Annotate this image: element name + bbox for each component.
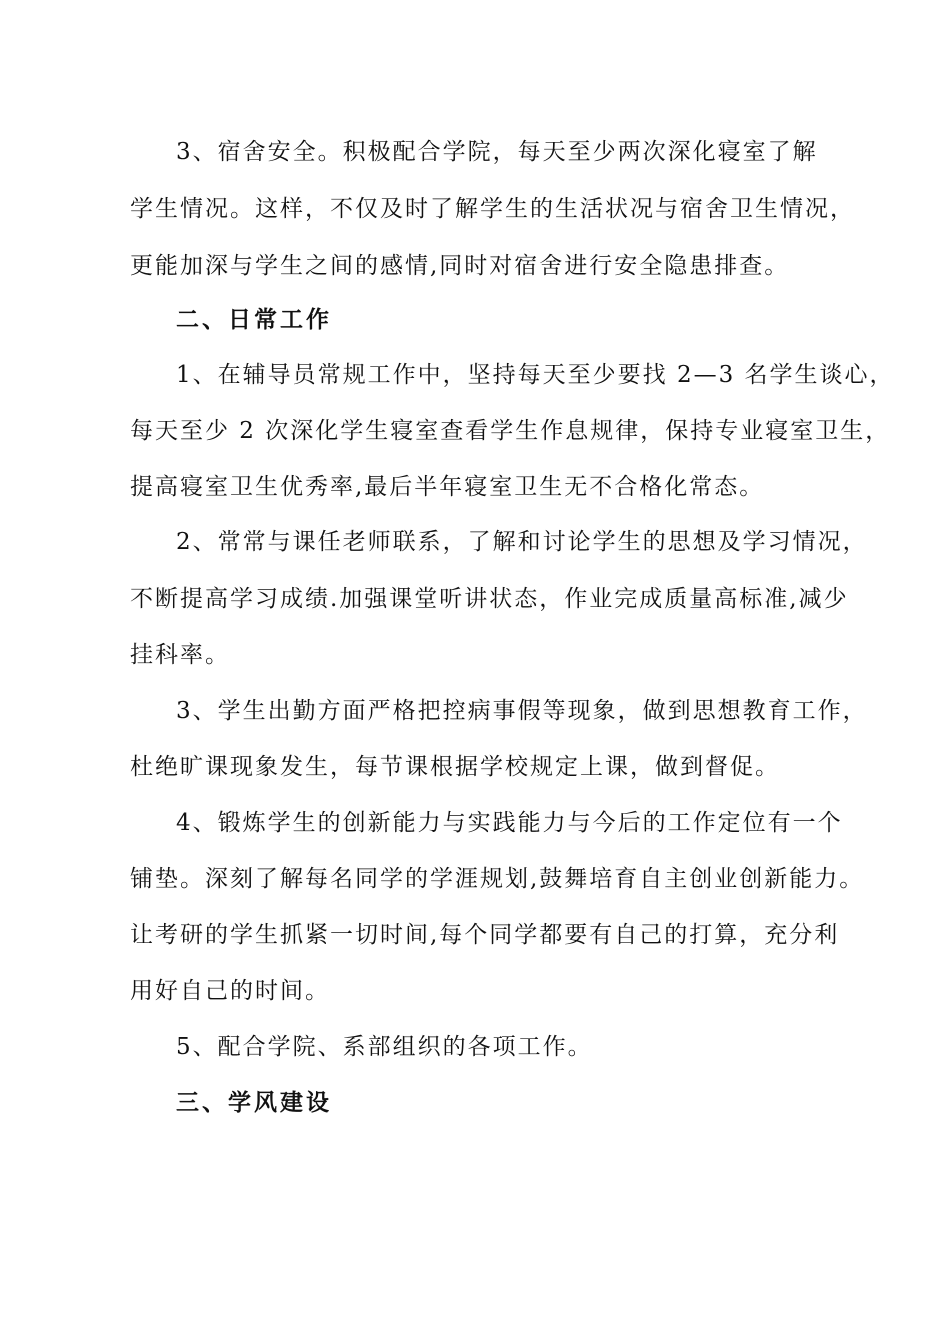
paragraph-line: 用好自己的时间。 <box>130 978 330 1004</box>
paragraph-line: 学生情况。这样，不仅及时了解学生的生活状况与宿舍卫生情况， <box>130 196 855 222</box>
paragraph-line: 杜绝旷课现象发生，每节课根据学校规定上课，做到督促。 <box>130 754 780 780</box>
paragraph-line: 让考研的学生抓紧一切时间,每个同学都要有自己的打算，充分利 <box>130 922 840 948</box>
section-heading: 三、学风建设 <box>176 1090 332 1116</box>
paragraph-line: 每天至少 2 次深化学生寝室查看学生作息规律，保持专业寝室卫生， <box>130 418 891 444</box>
paragraph-line: 3、学生出勤方面严格把控病事假等现象，做到思想教育工作， <box>176 698 868 724</box>
paragraph-line: 不断提高学习成绩.加强课堂听讲状态，作业完成质量高标准,减少 <box>130 586 849 612</box>
paragraph-line: 3、宿舍安全。积极配合学院，每天至少两次深化寝室了解 <box>176 139 818 165</box>
paragraph-line: 更能加深与学生之间的感情,同时对宿舍进行安全隐患排查。 <box>130 253 790 279</box>
paragraph-line: 5、配合学院、系部组织的各项工作。 <box>176 1034 593 1060</box>
paragraph-line: 提高寝室卫生优秀率,最后半年寝室卫生无不合格化常态。 <box>130 474 765 500</box>
paragraph-line: 4、锻炼学生的创新能力与实践能力与今后的工作定位有一个 <box>176 810 843 836</box>
paragraph-line: 挂科率。 <box>130 642 230 668</box>
paragraph-line: 2、常常与课任老师联系，了解和讨论学生的思想及学习情况， <box>176 529 868 555</box>
section-heading: 二、日常工作 <box>176 307 332 333</box>
paragraph-line: 铺垫。深刻了解每名同学的学涯规划,鼓舞培育自主创业创新能力。 <box>130 866 865 892</box>
paragraph-line: 1、在辅导员常规工作中，坚持每天至少要找 2—3 名学生谈心， <box>176 362 895 388</box>
